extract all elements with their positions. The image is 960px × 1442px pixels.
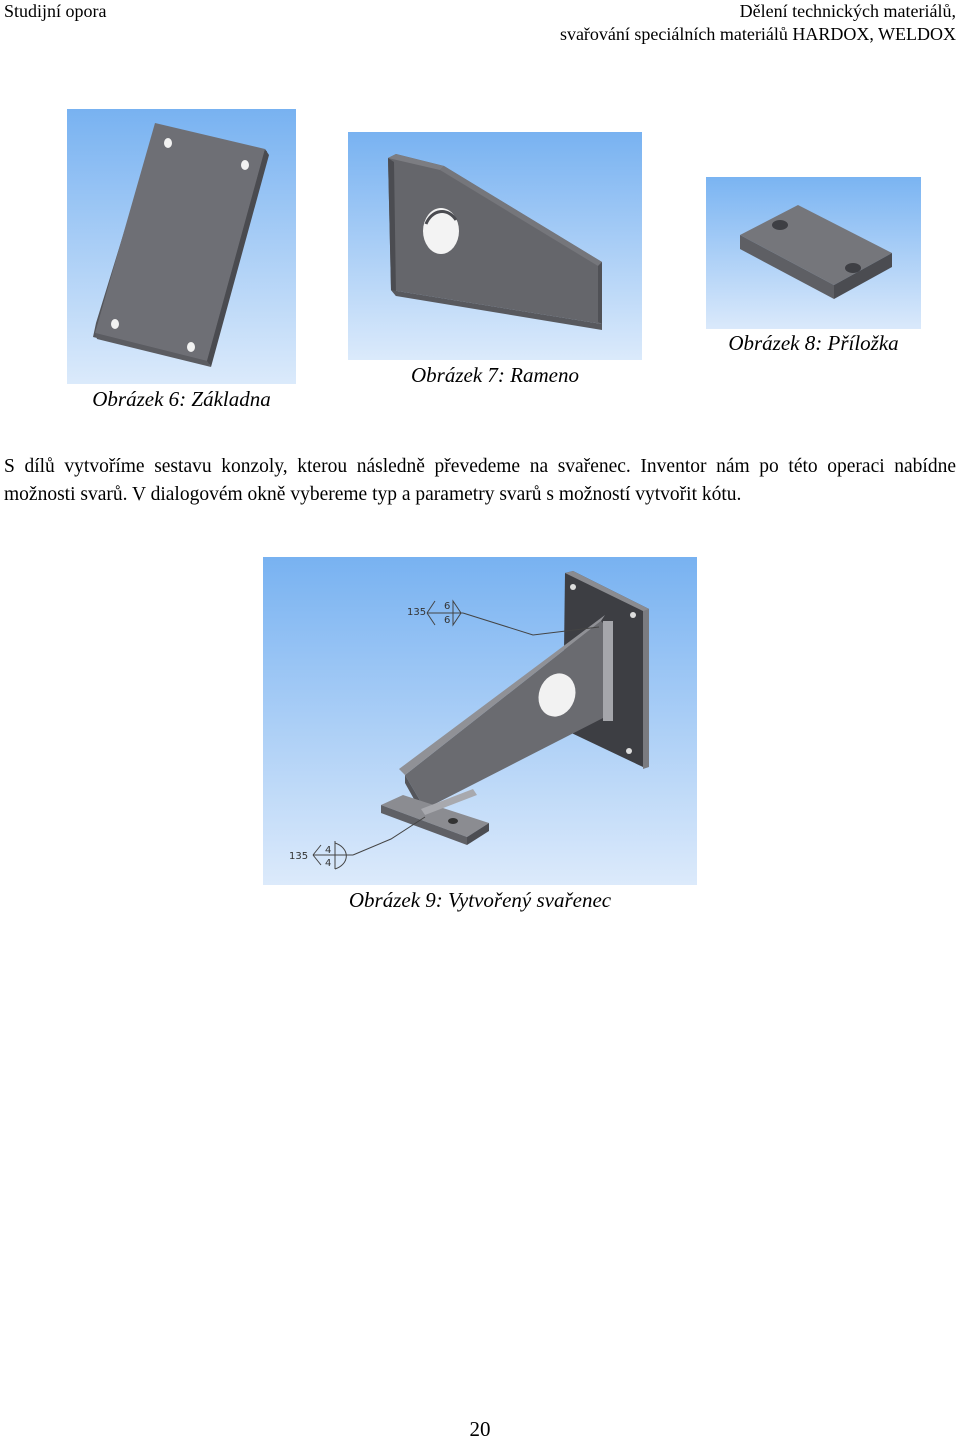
weld-bottom-size-upper: 4 [325, 845, 332, 856]
base-plate-image [67, 109, 296, 384]
figure-strap-plate [706, 177, 921, 329]
figure-arm [348, 132, 642, 360]
weld-top-size-upper: 6 [444, 601, 451, 612]
strap-plate-image [706, 177, 921, 329]
caption-figure-8: Obrázek 8: Příložka [728, 331, 899, 355]
weld-top-process: 135 [407, 607, 427, 618]
page-number: 20 [469, 1417, 491, 1441]
figure-weldment [263, 557, 697, 885]
body-paragraph: S dílů vytvoříme sestavu konzoly, kterou následně převedeme na svařenec. Inventor nám po této operaci nabídne možnosti svarů. V dialogovém okně vybereme typ a parametry svarů s možností vytvořit kótu. [4, 456, 956, 505]
weld-top-size-lower: 6 [444, 615, 451, 626]
figure-base-plate [67, 109, 296, 384]
weld-bottom-size-lower: 4 [325, 858, 332, 869]
caption-figure-9: Obrázek 9: Vytvořený svařenec [348, 888, 612, 912]
header-right [560, 0, 956, 46]
header-right-line1: Dělení technických materiálů, [739, 1, 956, 21]
header-left: Studijní opora [4, 1, 107, 21]
arm-image [348, 132, 642, 360]
caption-figure-7: Obrázek 7: Rameno [411, 363, 579, 387]
weld-bottom-process: 135 [289, 851, 309, 862]
header-right-line2: svařování speciálních materiálů HARDOX, WELDOX [559, 24, 956, 44]
weldment-image [263, 557, 697, 885]
caption-figure-6: Obrázek 6: Základna [92, 387, 271, 411]
